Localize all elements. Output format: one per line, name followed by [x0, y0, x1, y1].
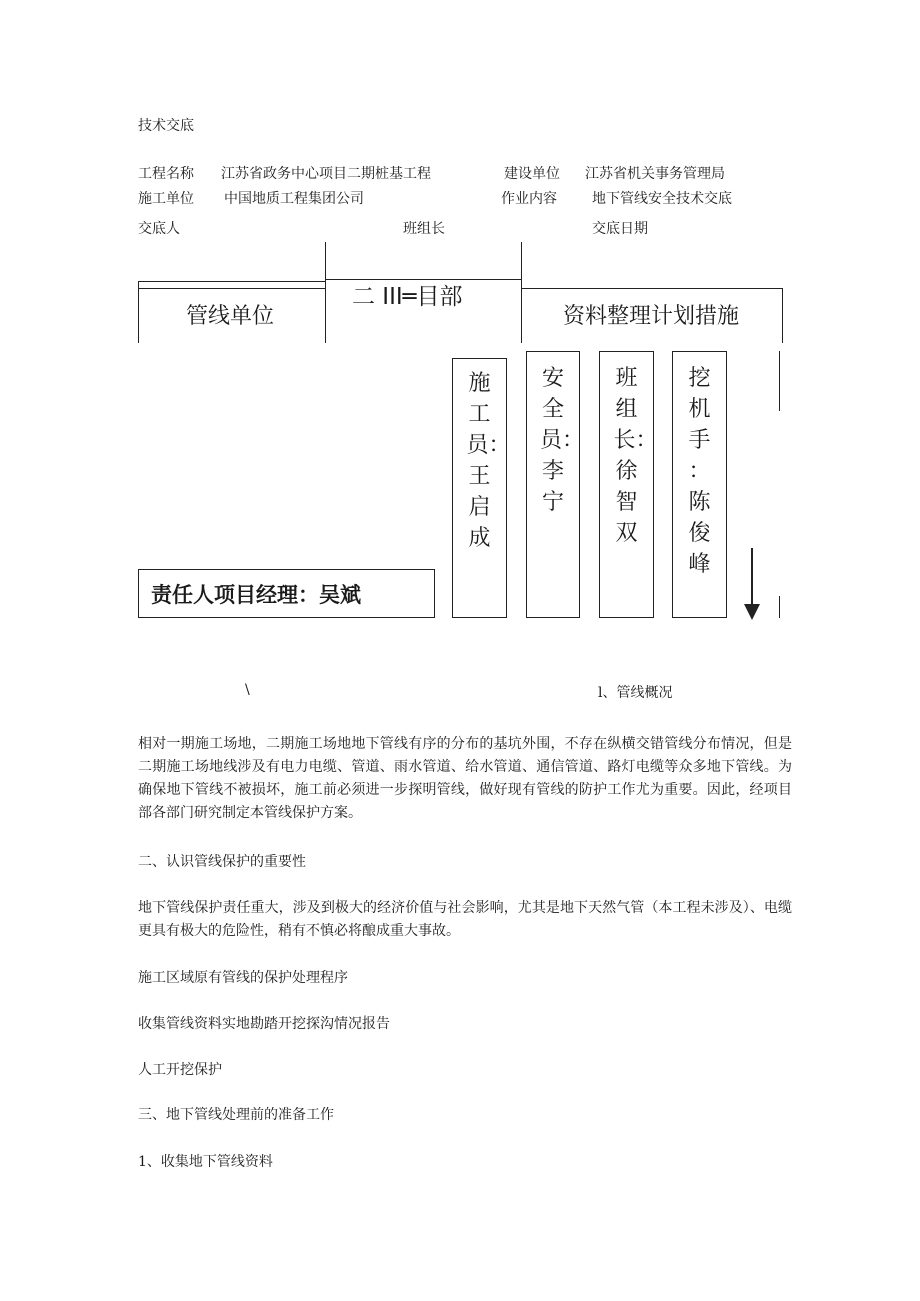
- responsible-person-text: 责任人项目经理：吴斌: [151, 583, 361, 607]
- down-arrow-icon: [740, 546, 764, 622]
- table-line: [325, 242, 326, 343]
- staff-text: 挖机手 ：陈俊峰: [688, 366, 711, 577]
- table-line: [138, 288, 325, 289]
- project-name-value: 江苏省政务中心项目二期桩基工程: [221, 166, 431, 182]
- disclosure-date-label: 交底日期: [592, 221, 648, 237]
- procedure-line: 施工区域原有管线的保护处理程序: [138, 970, 348, 986]
- responsible-person-box: [138, 569, 435, 618]
- table-line: [138, 281, 325, 282]
- staff-text: 班组长：徐智双: [613, 366, 658, 546]
- staff-box-excavator: [672, 351, 727, 618]
- staff-box-safety: [526, 351, 585, 618]
- chart-edge-line: [779, 351, 780, 411]
- section2-title: 二、认识管线保护的重要性: [138, 854, 306, 870]
- section3-title: 三、地下管线处理前的准备工作: [138, 1107, 334, 1123]
- table-line: [521, 242, 522, 343]
- work-content-value: 地下管线安全技术交底: [592, 191, 732, 207]
- paragraph-importance: 地下管线保护责任重大，涉及到极大的经济价值与社会影响，尤其是地下天然气管（本工程未涉及）、电缆更具有极大的危险性，稍有不慎必将酿成重大事故。: [138, 900, 792, 939]
- staff-box-team-leader: [599, 351, 658, 618]
- team-leader-label: 班组长: [403, 221, 445, 237]
- data-plan-header: 资料整理计划措施: [563, 304, 740, 329]
- staff-text: 安全员：李宁: [540, 366, 585, 515]
- builder-label: 建设单位: [504, 166, 560, 182]
- project-name-label: 工程名称: [138, 166, 194, 182]
- work-content-label: 作业内容: [501, 191, 557, 207]
- table-line: [782, 288, 783, 343]
- builder-value: 江苏省机关事务管理局: [585, 166, 725, 182]
- table-line: [521, 288, 783, 289]
- contractor-label: 施工单位: [138, 191, 194, 207]
- stray-mark: \: [245, 682, 250, 698]
- project-dept-header: 二 III═目部: [352, 284, 463, 310]
- chart-edge-line: [779, 596, 780, 618]
- manual-excavation-line: 人工开挖保护: [138, 1062, 222, 1078]
- staff-text: 施工员：王启成: [466, 371, 511, 551]
- discloser-label: 交底人: [138, 221, 180, 237]
- table-line: [138, 281, 139, 343]
- collect-line: 收集管线资料实地勘踏开挖探沟情况报告: [138, 1016, 390, 1032]
- section1-title: l、管线概况: [598, 685, 673, 701]
- document-title: 技术交底: [138, 118, 194, 134]
- contractor-value: 中国地质工程集团公司: [224, 191, 364, 207]
- pipeline-unit-header: 管线单位: [186, 304, 275, 329]
- paragraph-overview: 相对一期施工场地，二期施工场地地下管线有序的分布的基坑外围，不存在纵横交错管线分布情况，但是二期施工场地线涉及有电力电缆、管道、雨水管道、给水管道、通信管道、路灯电缆等众多地下管线。为确保地下管线不被损坏，施工前必须进一步探明管线，做好现有管线的防护工作尤为重要。因此，经项目部各部门研究制定本管线保护方案。: [138, 736, 792, 821]
- staff-box-constructor: [452, 358, 511, 618]
- item-1: 1、收集地下管线资料: [138, 1154, 273, 1170]
